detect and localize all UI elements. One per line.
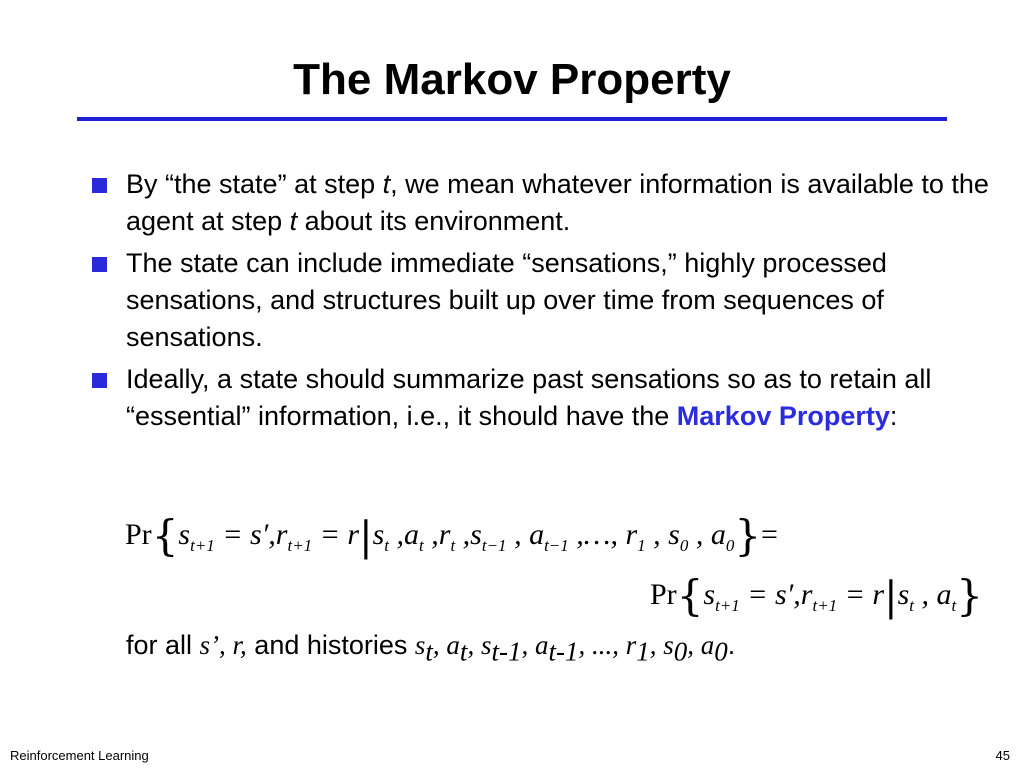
bullet-text: Ideally, a state should summarize past sensations so as to retain all “essential” information, i.e., it should have the [126, 364, 932, 431]
eq-term: r [275, 518, 288, 551]
eq-term: = [761, 518, 778, 551]
forall-var: , ..., r [578, 630, 637, 660]
forall-var: , a [432, 630, 460, 660]
forall-subscript: 0 [673, 636, 688, 667]
bullet-text: about its environment. [297, 206, 571, 236]
eq-term: , a [914, 578, 952, 611]
eq-subscript: t [909, 596, 915, 615]
forall-text: for all [126, 630, 200, 660]
eq-term: = s′, [739, 578, 801, 611]
forall-subscript: t-1 [548, 636, 579, 667]
eq-subscript: t [951, 596, 957, 615]
bullet-text: : [889, 401, 898, 431]
eq-term: ,s [455, 518, 482, 551]
eq-subscript: t+1 [190, 536, 215, 555]
eq-subscript: t−1 [544, 536, 569, 555]
bullet-text: The state can include immediate “sensations,” highly processed sensations, and structures built up over time from sequences of sensations. [126, 248, 887, 352]
forall-subscript: 0 [714, 636, 728, 667]
bullet-item [92, 245, 1012, 356]
square-bullet-icon [92, 373, 107, 388]
eq-brace: } [734, 511, 762, 560]
eq-term: Pr [650, 578, 677, 611]
forall-var: , a [687, 630, 715, 660]
forall-subscript: t-1 [491, 636, 522, 667]
eq-subscript: 1 [637, 536, 646, 555]
page-number: 45 [995, 748, 1010, 763]
markov-property-highlight: Markov Property [676, 401, 890, 431]
forall-var: s [414, 630, 426, 660]
forall-text: . [727, 630, 736, 660]
title-underline [77, 117, 947, 121]
footer-course-title: Reinforcement Learning [10, 748, 149, 763]
eq-term: ,…, r [568, 518, 638, 551]
eq-term: s [178, 518, 191, 551]
forall-text: and histories [246, 630, 415, 660]
eq-subscript: t+1 [715, 596, 740, 615]
bullet-list [92, 166, 1012, 440]
forall-var: , s [467, 630, 492, 660]
eq-subscript: t−1 [481, 536, 507, 555]
eq-bar: | [359, 514, 373, 560]
forall-subscript: t [459, 636, 468, 667]
eq-term: Pr [125, 518, 152, 551]
forall-subscript: 1 [636, 636, 650, 667]
eq-term: , s [645, 518, 680, 551]
eq-subscript: t+1 [287, 536, 313, 555]
markov-equation-line-2 [650, 571, 983, 620]
eq-term: ,a [389, 518, 420, 551]
eq-brace: } [956, 571, 983, 620]
eq-term: , a [506, 518, 545, 551]
eq-subscript: 0 [725, 536, 735, 555]
forall-var: , s [649, 630, 674, 660]
eq-term: ,r [423, 518, 451, 551]
forall-vars: s’, r, [199, 630, 247, 660]
slide-title: The Markov Property [293, 55, 731, 104]
eq-subscript: t+1 [812, 596, 838, 615]
eq-term: r [800, 578, 813, 611]
eq-subscript: t [384, 536, 390, 555]
markov-equation-line-1 [125, 511, 778, 560]
bullet-text: , we mean whatever information is available to the agent at step [126, 169, 989, 236]
eq-subscript: 0 [679, 536, 689, 555]
eq-term: = s′, [214, 518, 276, 551]
eq-term: s [897, 578, 910, 611]
eq-term: , a [688, 518, 726, 551]
bullet-item [92, 166, 1012, 240]
bullet-item [92, 361, 1012, 435]
eq-brace: { [676, 571, 704, 620]
eq-term: s [372, 518, 385, 551]
eq-term: = r [837, 578, 885, 611]
forall-var: , a [521, 630, 549, 660]
bullet-text: By “the state” at step [126, 169, 383, 199]
eq-subscript: t [419, 536, 424, 555]
square-bullet-icon [92, 178, 107, 193]
forall-subscript: t [425, 636, 433, 667]
eq-bar: | [884, 574, 898, 620]
eq-term: s [703, 578, 716, 611]
eq-subscript: t [450, 536, 456, 555]
eq-term: = r [312, 518, 360, 551]
bullet-text-italic: t [289, 206, 298, 236]
bullet-text-italic: t [382, 169, 391, 199]
square-bullet-icon [92, 257, 107, 272]
for-all-statement [126, 627, 735, 669]
eq-brace: { [151, 511, 179, 560]
